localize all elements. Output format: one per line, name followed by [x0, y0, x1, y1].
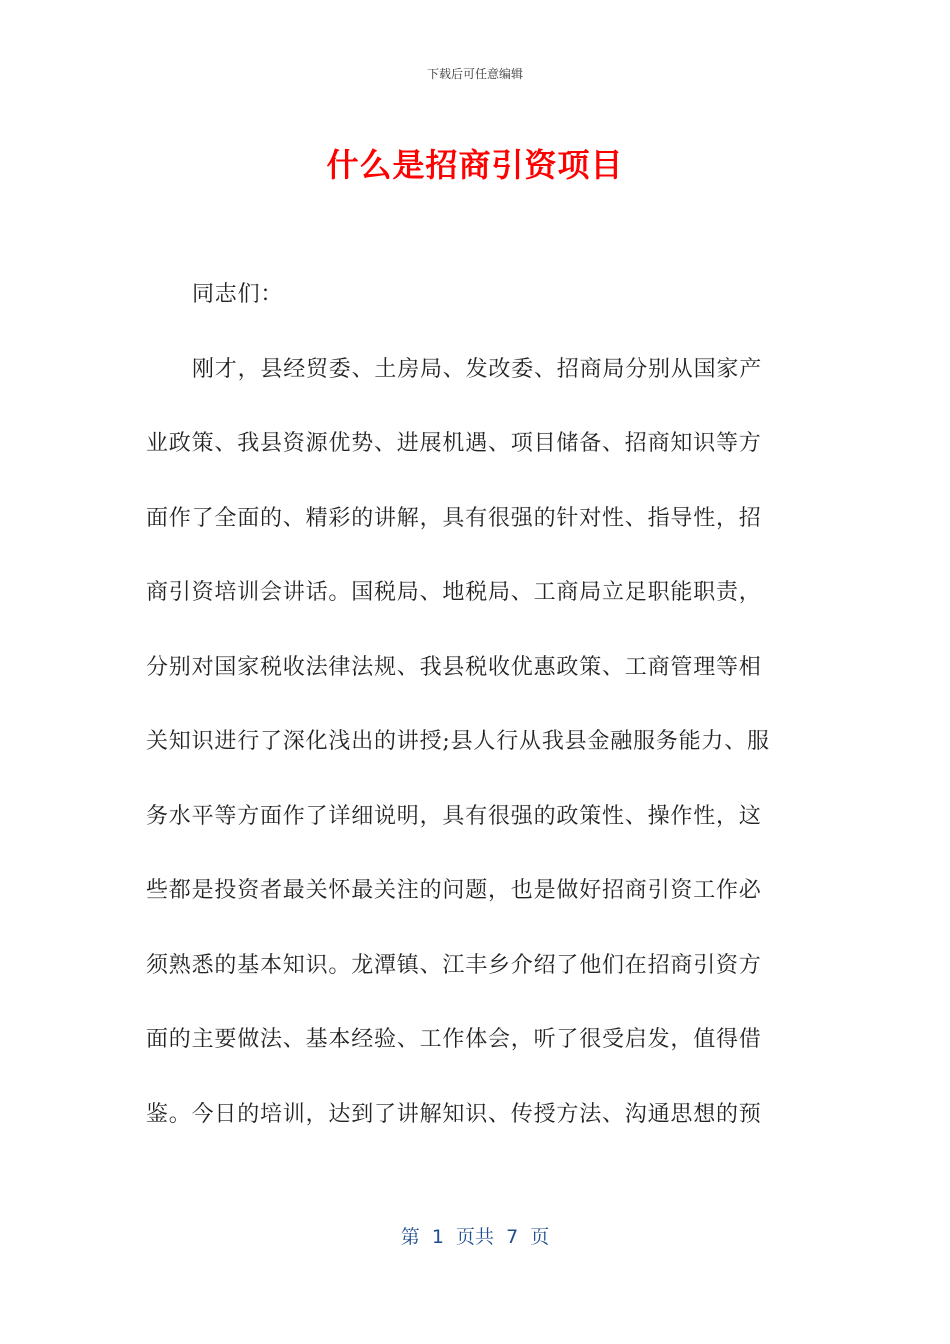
- paragraph-line: 商引资培训会讲话。国税局、地税局、工商局立足职能职责，: [146, 580, 762, 605]
- page-footer: 第 1 页共 7 页: [400, 1226, 550, 1248]
- paragraph-line: 鉴。今日的培训，达到了讲解知识、传授方法、沟通思想的预: [146, 1101, 762, 1127]
- paragraph-line: 业政策、我县资源优势、进展机遇、项目储备、招商知识等方: [146, 431, 762, 456]
- paragraph-line: 务水平等方面作了详细说明，具有很强的政策性、操作性，这: [146, 803, 762, 829]
- paragraph-line: 须熟悉的基本知识。龙潭镇、江丰乡介绍了他们在招商引资方: [146, 952, 762, 978]
- document-title: 什么是招商引资项目: [326, 146, 624, 184]
- document-body: [146, 258, 806, 1152]
- paragraph-line: 面作了全面的、精彩的讲解，具有很强的针对性、指导性，招: [146, 505, 762, 531]
- header-note: 下载后可任意编辑: [426, 67, 523, 81]
- paragraph-line: 面的主要做法、基本经验、工作体会，听了很受启发，值得借: [146, 1027, 762, 1052]
- paragraph-line: 分别对国家税收法律法规、我县税收优惠政策、工商管理等相: [146, 654, 762, 680]
- paragraph-line: 关知识进行了深化浅出的讲授;县人行从我县金融服务能力、服: [146, 729, 770, 754]
- paragraph-line: 刚才，县经贸委、土房局、发改委、招商局分别从国家产: [192, 356, 763, 382]
- paragraph-line: 些都是投资者最关怀最关注的问题，也是做好招商引资工作必: [146, 878, 762, 903]
- salutation: 同志们：: [192, 282, 284, 307]
